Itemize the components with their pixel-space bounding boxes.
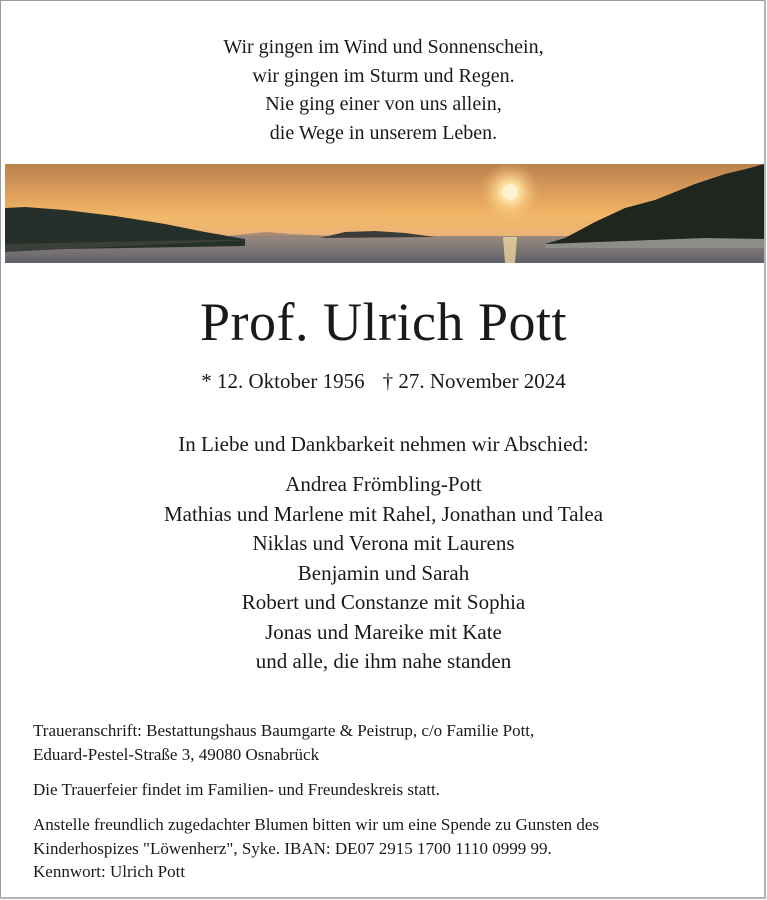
sunset-photo xyxy=(5,164,764,263)
address-line: Traueranschrift: Bestattungshaus Baumgarte & Peistrup, c/o Familie Pott, xyxy=(33,721,535,740)
life-dates xyxy=(1,369,766,394)
poem xyxy=(1,33,766,147)
mourner-line: Benjamin und Sarah xyxy=(297,560,470,585)
poem-line: Nie ging einer von uns allein, xyxy=(265,93,502,115)
address-line: Eduard-Pestel-Straße 3, 49080 Osnabrück xyxy=(33,744,320,764)
poem-line: wir gingen im Sturm und Regen. xyxy=(252,64,515,87)
mourners-list xyxy=(1,470,766,677)
death-date: † 27. November 2024 xyxy=(382,369,566,393)
birth-date: * 12. Oktober 1956 xyxy=(201,369,365,393)
mourner-line: Niklas und Verona mit Laurens xyxy=(252,531,515,555)
poem-line: die Wege in unserem Leben. xyxy=(269,121,498,144)
farewell-intro: In Liebe und Dankbarkeit nehmen wir Abschied: xyxy=(178,432,589,456)
sunset-photo-graphic xyxy=(5,164,764,263)
donation-line: Kennwort: Ulrich Pott xyxy=(33,862,186,881)
donation-line: Kinderhospizes "Löwenherz", Syke. IBAN: DE07 2915 1700 1110 0999 99. xyxy=(33,838,552,858)
mourner-line: Robert und Constanze mit Sophia xyxy=(241,590,526,614)
donation-note xyxy=(33,813,733,884)
mourner-line: und alle, die ihm nahe standen xyxy=(255,649,512,673)
ceremony-note: Die Trauerfeier findet im Familien- und Freundeskreis statt. xyxy=(33,780,440,799)
mourner-line: Andrea Frömbling-Pott xyxy=(285,472,482,496)
mourner-line: Mathias und Marlene mit Rahel, Jonathan und Talea xyxy=(163,501,604,526)
mourning-address xyxy=(33,719,733,766)
deceased-name: Prof. Ulrich Pott xyxy=(200,292,567,352)
donation-line: Anstelle freundlich zugedachter Blumen bitten wir um eine Spende zu Gunsten des xyxy=(33,815,600,834)
mourner-line: Jonas und Mareike mit Kate xyxy=(265,619,502,644)
poem-line: Wir gingen im Wind und Sonnenschein, xyxy=(223,36,544,58)
